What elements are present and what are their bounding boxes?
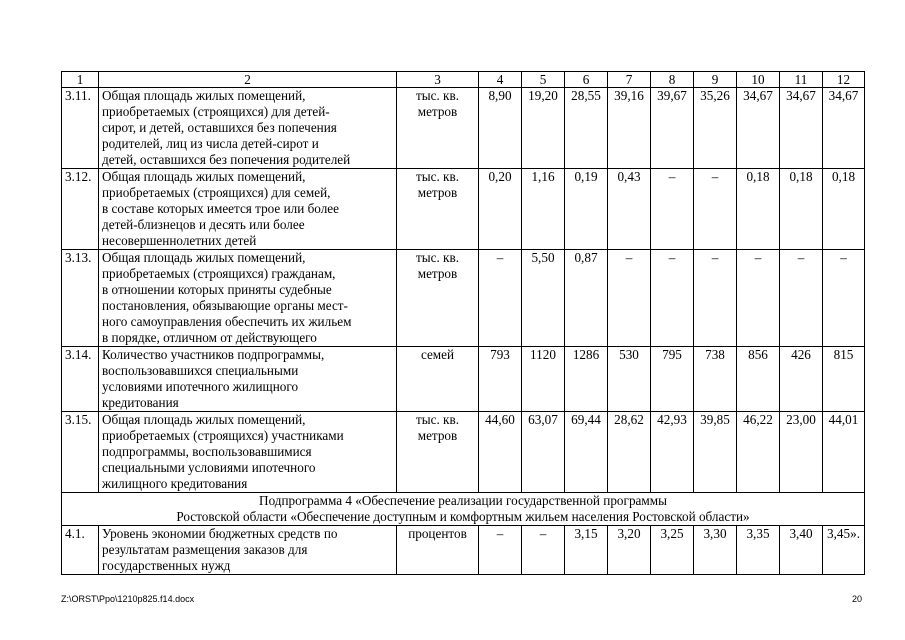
table-row — [62, 347, 865, 412]
indicator-name-line: в порядке, отличном от действующего — [102, 330, 317, 345]
indicator-name — [99, 250, 397, 347]
value-cell: 44,01 — [823, 412, 865, 493]
unit-line: тыс. кв. — [415, 412, 459, 427]
value-cell: 530 — [608, 347, 651, 412]
table-row — [62, 88, 865, 169]
value-cell: 0,19 — [565, 169, 608, 250]
indicator-name-line: жилищного кредитования — [102, 476, 248, 491]
indicator-name — [99, 412, 397, 493]
indicator-name-line: Общая площадь жилых помещений, — [102, 169, 306, 184]
indicator-name — [99, 347, 397, 412]
indicator-name-line: Количество участников подпрограммы, — [102, 347, 325, 362]
value-cell: – — [694, 169, 737, 250]
row-number: 3.13. — [62, 250, 99, 347]
row-number: 4.1. — [62, 526, 99, 575]
value-cell: 34,67 — [737, 88, 780, 169]
value-cell: 0,18 — [737, 169, 780, 250]
value-cell: 69,44 — [565, 412, 608, 493]
value-cell: 28,55 — [565, 88, 608, 169]
subprogram-heading-line: Ростовской области «Обеспечение доступным и комфортным жильем населения Ростовской области» — [176, 509, 750, 524]
value-cell: 8,90 — [479, 88, 522, 169]
table-row — [62, 412, 865, 493]
value-cell: 3,30 — [694, 526, 737, 575]
indicator-name-line: кредитования — [102, 395, 179, 410]
indicator-name — [99, 169, 397, 250]
subprogram-heading-line: Подпрограмма 4 «Обеспечение реализации государственной программы — [259, 493, 667, 508]
column-number-row — [62, 72, 865, 88]
value-cell: – — [479, 250, 522, 347]
column-number-9: 9 — [694, 72, 737, 88]
indicator-name — [99, 88, 397, 169]
value-cell: 39,16 — [608, 88, 651, 169]
value-cell: 3,20 — [608, 526, 651, 575]
indicator-name-line: детей-близнецов и десять или более — [102, 217, 305, 232]
indicator-name-line: Общая площадь жилых помещений, — [102, 88, 306, 103]
value-cell: – — [479, 526, 522, 575]
indicator-name-line: результатам размещения заказов для — [102, 542, 308, 557]
unit-line: метров — [417, 185, 458, 200]
column-number-8: 8 — [651, 72, 694, 88]
indicator-name-line: в составе которых имеется трое или более — [102, 201, 339, 216]
value-cell: 793 — [479, 347, 522, 412]
indicator-name-line: Общая площадь жилых помещений, — [102, 412, 306, 427]
column-number-4: 4 — [479, 72, 522, 88]
value-cell: 44,60 — [479, 412, 522, 493]
unit-line: тыс. кв. — [415, 169, 459, 184]
value-cell: 0,20 — [479, 169, 522, 250]
value-cell: 23,00 — [780, 412, 823, 493]
value-cell: – — [522, 526, 565, 575]
indicator-name-line: сирот, и детей, оставшихся без попечения — [102, 120, 337, 135]
indicator-name-line: в отношении которых приняты судебные — [102, 282, 332, 297]
unit-line: тыс. кв. — [415, 88, 459, 103]
value-cell: 3,45». — [823, 526, 865, 575]
indicator-name-line: постановления, обязывающие органы мест- — [102, 298, 348, 313]
row-number: 3.12. — [62, 169, 99, 250]
value-cell: 856 — [737, 347, 780, 412]
value-cell: 738 — [694, 347, 737, 412]
page-number: 20 — [852, 594, 863, 604]
table-row — [62, 169, 865, 250]
unit-of-measure — [397, 526, 479, 575]
indicator-name-line: Общая площадь жилых помещений, — [102, 250, 306, 265]
indicator-name-line: несовершеннолетних детей — [102, 233, 257, 248]
column-number-5: 5 — [522, 72, 565, 88]
value-cell: 0,87 — [565, 250, 608, 347]
value-cell: 1,16 — [522, 169, 565, 250]
value-cell: 3,25 — [651, 526, 694, 575]
indicator-name-line: приобретаемых (строящихся) для детей- — [102, 104, 330, 119]
row-number: 3.14. — [62, 347, 99, 412]
value-cell: – — [651, 250, 694, 347]
unit-line: метров — [417, 104, 458, 119]
column-number-6: 6 — [565, 72, 608, 88]
value-cell: 46,22 — [737, 412, 780, 493]
unit-line: тыс. кв. — [415, 250, 459, 265]
value-cell: 63,07 — [522, 412, 565, 493]
value-cell: 3,15 — [565, 526, 608, 575]
value-cell: – — [694, 250, 737, 347]
indicator-name-line: детей, оставшихся без попечения родителей — [102, 152, 351, 167]
column-number-12: 12 — [823, 72, 865, 88]
indicator-name-line: ного самоуправления обеспечить их жильем — [102, 314, 352, 329]
value-cell: 19,20 — [522, 88, 565, 169]
table-body — [62, 72, 865, 575]
file-path: Z:\ORST\Ppo\1210p825.f14.docx — [61, 594, 195, 604]
unit-of-measure — [397, 169, 479, 250]
section-row — [62, 493, 865, 526]
value-cell: 39,67 — [651, 88, 694, 169]
unit-of-measure — [397, 412, 479, 493]
indicator-name-line: родителей, лиц из числа детей-сирот и — [102, 136, 319, 151]
unit-line: семей — [420, 347, 455, 362]
indicator-name — [99, 526, 397, 575]
value-cell: 795 — [651, 347, 694, 412]
value-cell: 0,18 — [780, 169, 823, 250]
column-number-3: 3 — [397, 72, 479, 88]
subprogram-heading — [62, 493, 865, 526]
indicator-name-line: подпрограммы, воспользовавшимися — [102, 444, 312, 459]
unit-line: метров — [417, 266, 458, 281]
value-cell: 0,18 — [823, 169, 865, 250]
indicator-name-line: воспользовавшихся специальными — [102, 363, 299, 378]
column-number-2: 2 — [99, 72, 397, 88]
value-cell: – — [608, 250, 651, 347]
indicator-name-line: приобретаемых (строящихся) гражданам, — [102, 266, 336, 281]
value-cell: – — [737, 250, 780, 347]
indicator-name-line: приобретаемых (строящихся) участниками — [102, 428, 344, 443]
value-cell: 34,67 — [780, 88, 823, 169]
value-cell: – — [651, 169, 694, 250]
indicator-name-line: Уровень экономии бюджетных средств по — [102, 526, 338, 541]
value-cell: 34,67 — [823, 88, 865, 169]
value-cell: 1286 — [565, 347, 608, 412]
unit-of-measure — [397, 347, 479, 412]
indicator-name-line: условиями ипотечного жилищного — [102, 379, 299, 394]
value-cell: 1120 — [522, 347, 565, 412]
indicator-name-line: государственных нужд — [102, 558, 231, 573]
value-cell: 39,85 — [694, 412, 737, 493]
value-cell: 42,93 — [651, 412, 694, 493]
value-cell: 35,26 — [694, 88, 737, 169]
column-number-7: 7 — [608, 72, 651, 88]
column-number-11: 11 — [780, 72, 823, 88]
value-cell: – — [823, 250, 865, 347]
row-number: 3.15. — [62, 412, 99, 493]
table-row — [62, 526, 865, 575]
unit-line: процентов — [408, 526, 467, 541]
value-cell: 28,62 — [608, 412, 651, 493]
value-cell: 5,50 — [522, 250, 565, 347]
unit-of-measure — [397, 250, 479, 347]
value-cell: 426 — [780, 347, 823, 412]
row-number: 3.11. — [62, 88, 99, 169]
column-number-1: 1 — [62, 72, 99, 88]
indicator-name-line: специальными условиями ипотечного — [102, 460, 316, 475]
value-cell: 0,43 — [608, 169, 651, 250]
value-cell: 3,35 — [737, 526, 780, 575]
value-cell: 3,40 — [780, 526, 823, 575]
column-number-10: 10 — [737, 72, 780, 88]
value-cell: 815 — [823, 347, 865, 412]
unit-of-measure — [397, 88, 479, 169]
value-cell: – — [780, 250, 823, 347]
unit-line: метров — [417, 428, 458, 443]
indicator-name-line: приобретаемых (строящихся) для семей, — [102, 185, 331, 200]
indicators-table — [61, 71, 865, 575]
table-row — [62, 250, 865, 347]
